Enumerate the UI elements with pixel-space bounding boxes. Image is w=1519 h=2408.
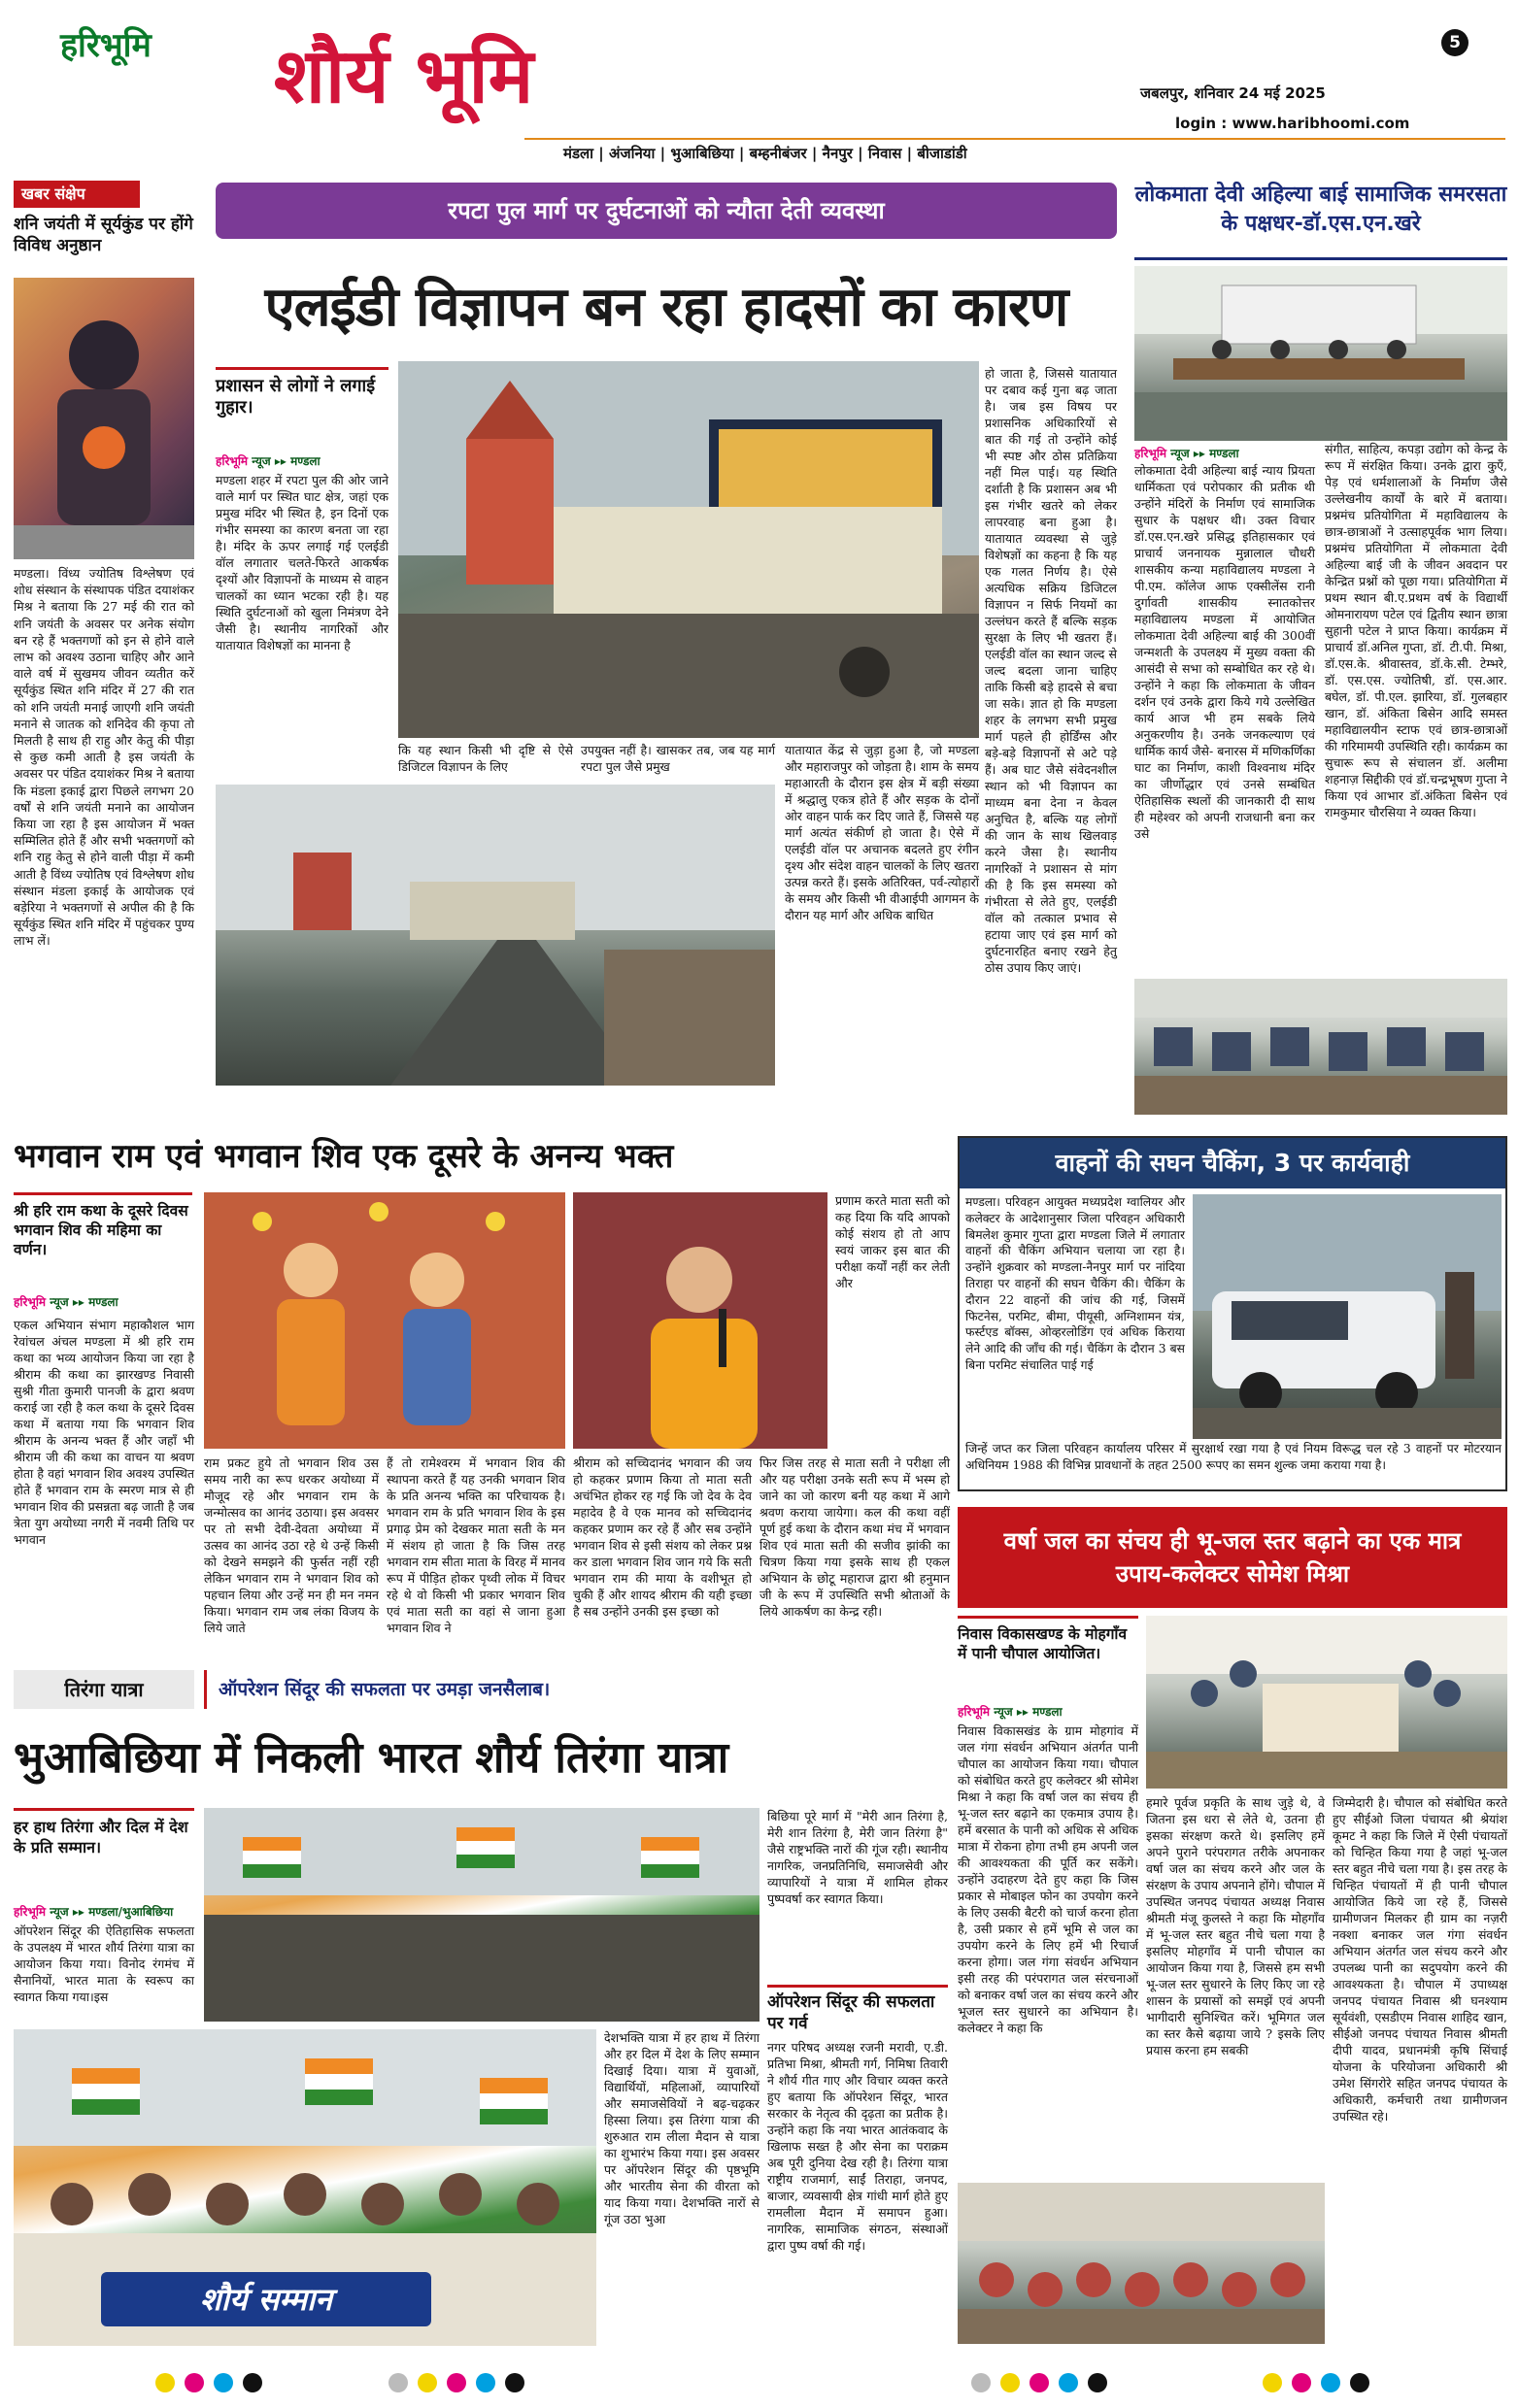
byline-place: न्यूज ▸▸ मण्डला [50,1295,118,1309]
lead-byline [216,452,321,469]
ram-col5: फिर जिस तरह से माता सती ने परीक्षा ली और यह परीक्षा उनके सती रूप में भस्म हो जाने का जो कारण बनी यह कथा में आगे श्रवण कराया जायेगा। कल की कथा वहीं पूर्ण हुई कथा के दौरान कथा मंच में भगवान शिव एवं माता सती की सजीव झांकी का चित्रण किया गया इसके साथ ही एकल अभियान के छोटू महाराज द्वारा श्री हनुमान जी के रूप में उपस्थिति सभी श्रोताओं के लिये आकर्षण का केन्द्र रही। [760,1455,950,1619]
brief-body: मण्डला। विंध्य ज्योतिष विश्लेषण एवं शोध संस्थान के संस्थापक पंडित दयाशंकर मिश्र ने बताया कि 27 मई की रात को शनि जयंती के अवसर पर अनेक संयोग बन रहे हैं भक्तगणों को इन से होने वाले लाभ को अवश्य उठाना चाहिए और आने वाले वर्ष में सुखमय जीवन व्यतीत करें सूर्यकुंड स्थित शनि मंदिर में 27 की रात को शनि जयंती मनाई जाएगी शनि जयंती मनाने से जातक को शनिदेव की कृपा तो मिलती है साथ ही राहु और केतु की पीड़ा से कुछ कमी आती है इस जयंती के अवसर पर पंडित दयाशंकर मिश्र ने बताया कि मंडला इकाई द्वारा पिछले लगभग 20 वर्षों से शनि जयंती मनाने का आयोजन किया जा रहा है इस आयोजन में भक्त सम्मिलित होते हैं और सभी भक्तगणों को शनि राहु केतु से होने वाली पीड़ा में कमी आती है विंध्य ज्योतिष एवं विश्लेषण शोध संस्थान मंडला इकाई के आयोजक एवं बड़ेरिया ने भक्तगणों से अपील की है कि सूर्यकुंड स्थित शनि मंदिर में पहुंचकर पुण्य लाभ लें। [14,566,194,949]
road-traffic-photo [216,785,775,1086]
byline-place: न्यूज ▸▸ मण्डला [1170,447,1239,460]
water-kicker: निवास विकासखण्ड के मोहगाँव में पानी चौपाल आयोजित। [958,1625,1128,1662]
students-classroom-photo [1134,979,1507,1115]
registration-dot [1321,2373,1340,2392]
vehicle-story [958,1136,1507,1491]
registration-dot [1030,2373,1049,2392]
registration-dot [476,2373,495,2392]
news-brief [14,181,194,1074]
region-item[interactable]: मंडला [563,145,594,162]
vehicle-headline: वाहनों की सघन चैकिंग, 3 पर कार्यवाही [960,1138,1505,1188]
led-scene-illustration [398,361,979,738]
ram-kicker: श्री हरि राम कथा के दूसरे दिवस भगवान शिव की महिमा का वर्णन। [14,1202,188,1258]
tiranga-col1: ऑपरेशन सिंदूर की ऐतिहासिक सफलता के उपलक्ष्य में भारत शौर्य तिरंगा यात्रा का आयोजन किया गया। विनोद रंगमंच में सैनानियों, भारत माता के स्वरूप का स्वागत किया गया।इस [14,1923,194,2004]
pani-chaupal-photo [1146,1616,1507,1789]
ram-col1: एकल अभियान संभाग महाकौशल भाग रेवांचल अंचल मण्डला में श्री हरि राम कथा का भव्य आयोजन किया जा रहा है श्रीराम की कथा का झारखण्ड निवासी सुश्री गीता कुमारी पानजी के द्वारा श्रवण कराई जा रही है कल कथा के दूसरे दिवस कथा में बताया गया कि भगवान शिव श्रीराम के अनन्य भक्त हैं और जहाँ भी श्रीराम जी की कथा का वाचन या श्रवण होता है वहां भगवान शिव अवश्य उपस्थित होते हैं भगवान राम के स्मरण मात्र से ही भगवान शिव की प्रसन्नता बढ़ जाती है जब त्रेता युग अयोध्या नगरी में नवमी तिथि पर भगवान [14,1318,194,1547]
ram-col2: राम प्रकट हुये तो भगवान शिव उस समय नारी का रूप धरकर अयोध्या में मौजूद रहे और भगवान राम के जन्मोत्सव का आनंद उठाया। इस अवसर पर तो सभी देवी-देवता अयोध्या में उत्सव का आनंद उठा रहे थे उन्हें किसी को देखने समझने की फुर्सत नहीं रही लेकिन भगवान राम ने भगवान शिव को पहचान लिया और उन्हें मन ही मन नमन किया। भगवान राम जब लंका विजय के लिये जाते [204,1455,379,1635]
speaker-illustration [573,1192,827,1449]
region-item[interactable]: नैनपुर [822,145,853,162]
lead-kicker-box [216,367,388,445]
tiranga-rally-photo-bottom [14,2029,596,2346]
registration-dot [1088,2373,1107,2392]
region-list: मंडला | अंजनिया | भुआबिछिया | बम्हनीबंजर | नैनपुर | निवास | बीजाडांडी [563,145,967,162]
registration-dot [418,2373,437,2392]
registration-dot [1000,2373,1020,2392]
lead-col3: उपयुक्त नहीं है। खासकर तब, जब यह मार्ग रपटा पुल जैसे प्रमुख [581,743,775,774]
lead-kicker: प्रशासन से लोगों ने लगाई गुहार। [216,376,376,418]
water-byline [958,1703,1063,1720]
op-sindoor-heading: ऑपरेशन सिंदूर की सफलता पर गर्व [767,1985,948,2033]
registration-dot [155,2373,175,2392]
byline-place: न्यूज ▸▸ मण्डला/भुआबिछिया [50,1905,174,1919]
registration-dot [1263,2373,1282,2392]
registration-dot [185,2373,204,2392]
brand-logo[interactable]: हरिभूमि [60,26,152,65]
byline-place: न्यूज ▸▸ मण्डला [994,1705,1063,1719]
section-title: शौर्य भूमि [274,32,534,120]
tiranga-col2b: नगर परिषद अध्यक्ष रजनी मरावी, ए.डी. प्रतिभा मिश्रा, श्रीमती गर्ग, निमिषा तिवारी ने शौर्य गीत गाए और विचार व्यक्त करते हुए बताया कि ऑपरेशन सिंदूर, भारत सरकार के नेतृत्व की दृढ़ता का प्रतीक है। उन्होंने कहा कि नया भारत आतंकवाद के खिलाफ सख्त है और सेना का पराक्रम अब पूरी दुनिया देख रही है। तिरंगा यात्रा राष्ट्रीय राजमार्ग, साईं तिराहा, जनपद, बाजार, व्यवसायी क्षेत्र गांधी मार्ग होते हुए रामलीला मैदान में समापन हुआ। नागरिक, सामाजिक संगठन, संस्थाओं द्वारा पुष्प वर्षा की गई। [767,2040,948,2253]
dateline: जबलपुर, शनिवार 24 मई 2025 [1140,84,1326,102]
brief-label: खबर संक्षेप [14,181,140,208]
classroom-illustration [1134,979,1507,1115]
suv-illustration [1193,1194,1502,1439]
login-link[interactable]: login : www.haribhoomi.com [1175,115,1410,132]
byline-brand: हरिभूमि [14,1905,47,1919]
right-top-byline [1134,445,1239,461]
registration-dot [971,2373,991,2392]
registration-dot [1292,2373,1311,2392]
lead-banner: रपटा पुल मार्ग पर दुर्घटनाओं को न्यौता देती व्यवस्था [216,183,1117,239]
byline-brand: हरिभूमि [14,1295,47,1309]
tiranga-rally-photo-top [204,1808,760,2022]
registration-dot [1350,2373,1369,2392]
lead-headline: एलईडी विज्ञापन बन रहा हादसों का कारण [264,276,1068,339]
tiranga-byline [14,1903,173,1920]
masthead [0,0,1519,165]
vehicle-body: मण्डला। परिवहन आयुक्त मध्यप्रदेश ग्वालियर और कलेक्टर के आदेशानुसार जिला परिवहन अधिकारी बिमलेश कुमार गुप्ता द्वारा मण्डला जिले में लगातार वाहनों की चैकिंग अभियान चलाया जा रहा है। उन्होंने शुक्रवार को मण्डला-नैनपुर मार्ग पर नांदिया तिराहा पर वाहनों की सघन चैकिंग की। चैकिंग के दौरान 22 वाहनों की जांच की गई, जिसमें फिटनेस, परमिट, बीमा, पीयूसी, अग्निशामन यंत्र, फर्स्टएड बॉक्स, ओव्हरलोडिंग एवं अधिक किराया लेने आदि की जाँच की गई। चैकिंग के दौरान 3 बस बिना परमिट संचालित पाई गई [965,1195,1185,1372]
led-wall-temple-photo [398,361,979,738]
shaurya-samman-banner: शौर्य सम्मान [101,2272,431,2326]
vehicle-checking-photo [1193,1194,1502,1439]
chaupal-illustration [1146,1616,1507,1789]
water-col2: हमारे पूर्वज प्रकृति के साथ जुड़े थे, वे जितना इस धरा से लेते थे, उतना ही इसका संरक्षण करते थे। इसलिए हमें अपने पुराने परंपरागत तरीके अपनाकर वर्षा जल का संचय करने और जल के संरक्षण के उपाय अपनाने होंगे। चौपाल में उपस्थित जनपद पंचायत अध्यक्ष निवास श्रीमती मंजू कुलस्ते ने कहा कि मोहगाँव में भू-जल स्तर बहुत नीचे चला गया है इसलिए मोहगाँव में पानी चौपाल का आयोजन किया गया है, जिससे हम सभी भू-जल स्तर सुधारने के लिए किए जा रहे शासन के प्रयासों को समझें एवं अपनी भागीदारी सुनिश्चित करें। भूमिगत जल का स्तर कैसे बढ़ाया जाये ? इसके लिए प्रयास करना हम सबकी [1146,1795,1325,2057]
lead-col5: हो जाता है, जिससे यातायात पर दबाव कई गुना बढ़ जाता है। जब इस विषय पर प्रशासनिक अधिकारियों से बात की गई तो उन्होंने कोई भी स्पष्ट और ठोस प्रतिक्रिया नहीं मिल पाई। यह स्थिति दर्शाती है कि प्रशासन अब भी इस गंभीर खतरे को लेकर लापरवाह बना हुआ है। यातायात व्यवस्था से जुड़े विशेषज्ञों का कहना है कि यह एक गलत निर्णय है। ऐसे अत्यधिक सक्रिय डिजिटल विज्ञापन न सिर्फ नियमों का उल्लंघन करते हैं बल्कि सड़क सुरक्षा के लिए भी खतरा हैं। एलईडी वॉल का स्थान जल्द से जल्द बदला जाना चाहिए ताकि किसी बड़े हादसे से बचा जा सके। ज्ञात हो कि मण्डला शहर के लगभग सभी प्रमुख मार्ग पहले ही होर्डिंग्स और बड़े-बड़े विज्ञापनों से अटे पड़े हैं। अब घाट जैसे संवेदनशील स्थान को भी विज्ञापन का माध्यम बना देना न केवल अनुचित है, बल्कि यह लोगों की जान के साथ खिलवाड़ करने जैसा है। स्थानीय नागरिकों ने प्रशासन से मांग की है कि इस समस्या को गंभीरता से लेते हुए, एलईडी वॉल को तत्काल प्रभाव से हटाया जाए एवं इस मार्ग को दुर्घटनारहित बनाए रखने हेतु ठोस उपाय किए जाएं। [985,366,1117,975]
tiranga-label: तिरंगा यात्रा [14,1670,194,1709]
kathavachak-photo [573,1192,827,1449]
right-top-story [1134,181,1507,1093]
ram-byline [14,1293,118,1310]
lead-col4: यातायात केंद्र से जुड़ा हुआ है, जो मण्डला और महाराजपुर को जोड़ता है। शाम के समय महाआरती के दौरान इस क्षेत्र में बड़ी संख्या में श्रद्धालु एकत्र होते हैं और सड़क के दोनों ओर वाहन पार्क कर दिए जाते हैं, जिससे यह मार्ग अत्यंत संकीर्ण हो जाता है। ऐसे में एलईडी वॉल पर अचानक बदलते हुए रंगीन दृश्य और संदेश वाहन चालकों के लिए खतरा उत्पन्न करते हैं। इसके अतिरिक्त, पर्व-त्योहारों के समय और किसी भी वीआईपी आगमन के दौरान यह मार्ग और अधिक बाधित [785,743,979,922]
water-headline: वर्षा जल का संचय ही भू-जल स्तर बढ़ाने का एक मात्र उपाय-कलेक्टर सोमेश मिश्रा [958,1507,1507,1608]
tiranga-col2: बिछिया पूरे मार्ग में "मेरी आन तिरंगा है, मेरी शान तिरंगा है, मेरी जान तिरंगा है" जैसे राष्ट्रभक्ति नारों की गूंज रही। स्थानीय नागरिक, जनप्रतिनिधि, समाजसेवी और व्यापारियों ने यात्रा में शामिल होकर पुष्पवर्षा कर स्वागत किया। [767,1809,948,1906]
seminar-hall-photo [1134,266,1507,441]
right-top-headline: लोकमाता देवी अहिल्या बाई सामाजिक समरसता के पक्षधर-डॉ.एस.एन.खरे [1134,181,1507,260]
registration-dot [447,2373,466,2392]
tiranga-kicker: हर हाथ तिरंगा और दिल में देश के प्रति सम्मान। [14,1818,188,1856]
registration-dot [214,2373,233,2392]
byline-brand: हरिभूमि [216,454,249,468]
right-top-col1: लोकमाता देवी अहिल्या बाई न्याय प्रियता धार्मिकता एवं परोपकार की प्रतीक थी उन्होंने मंदिरों के निर्माण एवं सामाजिक सुधार के पक्षधर थी। उक्त विचार डॉ.एस.एन.खरे प्रसिद्ध इतिहासकार एवं प्राचार्य जननायक मुन्नालाल चौधरी शासकीय कन्या महाविद्यालय मण्डला ने पी.एम. कॉलेज आफ एक्सीलेंस रानी दुर्गावती शासकीय स्नातकोत्तर महाविद्यालय मण्डला में आयोजित लोकमाता देवी अहिल्या बाई की 300वीं जन्मशती के उपलक्ष्य में मुख्य वक्ता की आसंदी से सभा को सम्बोधित कर रहे थे। उन्होंने ने कहा कि लोकमाता के जीवन दर्शन एवं उनके द्वारा किये गये उल्लेखित कार्य आज भी हम सबके लिये अनुकरणीय है। उनके जनकल्याण एवं धार्मिक कार्य जैसे- बनारस में मणिकर्णिका घाट का निर्माण, काशी विश्वनाथ मंदिर का जीर्णोद्धार एवं उनसे सम्बंधित ऐतिहासिक स्थलों की जानकारी दी साथ ही महेश्वर को अपनी राजधानी बना कर उसे [1134,463,1315,841]
vehicle-footer: जिन्हें जप्त कर जिला परिवहन कार्यालय परिसर में सुरक्षार्थ रखा गया है एवं नियम विरूद्ध चल रहे 3 वाहनों पर मोटरयान अधिनियम 1988 की विभिन्न प्रावधानों के तहत 2500 रूपए का समन शुल्क जमा कराया गया है। [965,1442,1502,1472]
tiranga-col3: देशभक्ति यात्रा में हर हाथ में तिरंगा और हर दिल में देश के लिए सम्मान दिखाई दिया। यात्रा में युवाओं, विद्यार्थियों, महिलाओं, व्यापारियों और समाजसेवियों ने बढ़-चढ़कर हिस्सा लिया। इस तिरंगा यात्रा की शुरुआत राम लीला मैदान से यात्रा का शुभारंभ किया गया। इस अवसर पर ऑपरेशन सिंदूर की पृष्ठभूमि और भारतीय सेना की वीरता को याद किया गया। देशभक्ति नारों से गूंज उठा भुआ [604,2030,760,2226]
region-item[interactable]: बीजाडांडी [917,145,967,162]
ram-shiv-jhanki-photo [204,1192,565,1449]
byline-brand: हरिभूमि [1134,447,1167,460]
byline-place: न्यूज ▸▸ मण्डला [252,454,321,468]
idol-figure-icon [14,278,194,559]
ram-col6: प्रणाम करते माता सती को कह दिया कि यदि आपको कोई संशय हो तो आप स्वयं जाकर इस बात की परीक्षा कर्यों नहीं कर लेती और [835,1193,950,1290]
region-item[interactable]: अंजनिया [609,145,656,162]
right-top-col2: संगीत, साहित्य, कपड़ा उद्योग को केन्द्र के रूप में संरक्षित किया। उनके द्वारा कुएँ, पेड़ एवं धर्मशालाओं के निर्माण जैसे उल्लेखनीय कार्यों के बारे में बताया। प्रश्नमंच प्रतियोगिता में महाविद्यालय के छात्र-छात्राओं ने उत्साहपूर्वक भाग लिया। प्रश्नमंच प्रतियोगिता में लोकमाता देवी अहिल्या बाई जी के जीवन अवदान पर केन्द्रित प्रश्नों को पूछा गया। प्रतियोगिता में प्रथम स्थान बी.ए.प्रथम वर्ष के विद्यार्थी ओमनारायण पटेल एवं द्वितीय स्थान छात्रा सुहानी पटेल ने प्राप्त किया। कार्यक्रम में प्राचार्य डॉ.अनिल गुप्ता, डॉ. टी.पी. मिश्रा, डॉ.एस.के. श्रीवास्तव, डॉ.के.सी. टेम्भरे, डॉ. एस.एस. ज्योतिषी, डॉ. एस.आर. बघेल, डॉ. पी.एल. झारिया, डॉ. गुलबहार खान, डॉ. अंकिता बिसेन आदि समस्त महाविद्यालयीन स्टाफ एवं छात्र-छात्राओं की गरिमामयी उपस्थिति रही। कार्यक्रम का सुचारू रूप से संचालन डॉ. अलीमा शहनाज़ सिद्दीकी एवं डॉ.चन्द्रभूषण गुप्ता ने किया एवं आभार डॉ.अंकिता बिसेन एवं रामकुमार चौरसिया ने व्यक्त किया। [1325,442,1507,819]
byline-brand: हरिभूमि [958,1705,991,1719]
water-col3: जिम्मेदारी है। चौपाल को संबोधित करते हुए सीईओ जिला पंचायत श्री श्रेयांश कूमट ने कहा कि जिले में ऐसी पंचायतों को चिन्हित किया गया है जहां भू-जल स्तर बहुत नीचे चला गया है। इस तरह के चिन्हित पंचायतों में ही पानी चौपाल आयोजित किये जा रहे हैं, जिससे ग्रामीणजन मिलकर ही ग्राम का नज़री नक्शा बनाकर जल गंगा संवर्धन अभियान अंतर्गत जल संचय करने और उपलब्ध पानी का सदुपयोग करने की आवश्यकता है। चौपाल में उपाध्यक्ष जनपद पंचायत निवास श्री घनश्याम सूर्यवंशी, एसडीएम निवास शाहिद खान, सीईओ जनपद पंचायत निवास श्रीमती दीपी यादव, प्रधानमंत्री कृषि सिंचाई योजना के परियोजना अधिकारी श्री उमेश सिंगरोरे सहित जनपद पंचायत के अधिकारी, कर्मचारी तथा ग्रामीणजन उपस्थित रहे। [1333,1795,1507,2124]
shani-idol-photo [14,278,194,559]
region-item[interactable]: निवास [867,145,902,162]
lead-col1: मण्डला शहर में रपटा पुल की ओर जाने वाले मार्ग पर स्थित घाट क्षेत्र, जहां एक प्रमुख मंदिर भी स्थित है, इन दिनों एक गंभीर समस्या का कारण बनता जा रहा है। मंदिर के ऊपर लगाई गई एलईडी वॉल लगातार चलते-फिरते आकर्षक दृश्यों और विज्ञापनों के माध्यम से वाहन चालकों का ध्यान भटका रही है। यह स्थिति दुर्घटनाओं को खुला निमंत्रण देने जैसी है। स्थानीय नागरिकों और यातायात विशेषज्ञों का मानना है [216,473,388,652]
tiranga-headline: भुआबिछिया में निकली भारत शौर्य तिरंगा यात्रा [14,1733,729,1783]
registration-dot [505,2373,524,2392]
water-kicker-box [958,1616,1138,1693]
ram-kicker-box [14,1192,192,1282]
rally-flags-illustration [204,1808,760,2022]
registration-dot [1059,2373,1078,2392]
jhanki-illustration [204,1192,565,1449]
registration-dot [243,2373,262,2392]
road-scene-illustration [216,785,775,1086]
region-item[interactable]: भुआबिछिया [670,145,734,162]
page-number: 5 [1441,29,1468,56]
lead-col2: कि यह स्थान किसी भी दृष्टि से ऐसे डिजिटल विज्ञापन के लिए [398,743,573,774]
villagers-gathering-photo [958,2183,1325,2344]
registration-dot [388,2373,408,2392]
tiranga-subhead: ऑपरेशन सिंदूर की सफलता पर उमड़ा जनसैलाब। [204,1670,948,1709]
gathering-illustration [958,2183,1325,2344]
ram-headline: भगवान राम एवं भगवान शिव एक दूसरे के अनन्य भक्त [14,1137,674,1176]
brief-headline: शनि जयंती में सूर्यकुंड पर होंगे विविध अनुष्ठान [14,215,193,255]
region-item[interactable]: बम्हनीबंजर [749,145,807,162]
water-col1: निवास विकासखंड के ग्राम मोहगांव में जल गंगा संवर्धन अभियान अंतर्गत पानी चौपाल का आयोजन किया गया। चौपाल को संबोधित करते हुए कलेक्टर श्री सोमेश मिश्रा ने कहा कि वर्षा जल का संचय ही भू-जल स्तर बढ़ाने का एकमात्र उपाय है। हमें बरसात के पानी को अधिक से अधिक मात्रा में रोकना होगा तभी हम अपनी जल की आवश्यकता की पूर्ति कर सकेंगे। उन्होंने उदाहरण देते हुए कहा कि जिस प्रकार से मोबाइल फोन का उपयोग करने के लिए उसकी बैटरी को चार्ज करना होता है, उसी प्रकार से हमें भूमि से जल का उपयोग करने के लिए हमें भी रिचार्ज करना होगा। जल गंगा संवर्धन अभियान इसी तरह की परंपरागत जल संरचनाओं को बनाकर वर्षा जल का संचय करने और भूजल स्तर सुधारने का अभियान है। कलेक्टर ने कहा कि [958,1723,1138,2035]
ram-col4: श्रीराम को सच्चिदानंद भगवान की जय हो कहकर प्रणाम किया तो माता सती अचंभित होकर रह गई कि जो देव के देव महादेव है वे एक मानव को सच्चिदानंद कहकर प्रणाम कर रहे हैं और सब उन्होंने भगवान शिव से इसी संशय को लेकर प्रश्न कर डाला भगवान शिव जान गये कि सती भगवान राम की माया के वशीभूत हो चुकी हैं और शायद श्रीराम की यही इच्छा है सब उन्होंने उनकी इस इच्छा को [573,1455,752,1619]
seminar-illustration [1134,266,1507,441]
ram-col3: हैं तो रामेश्वरम में भगवान शिव की स्थापना करते हैं यह उनकी भगवान शिव के प्रति अनन्य भक्ति का परिचायक है। भगवान राम के प्रति भगवान शिव के इस प्रगाढ़ प्रेम को देखकर माता सती के मन में संशय हो जाता है कि जिस तरह भगवान राम सीता माता के विरह में मानव रूप में पीड़ित होकर पृथ्वी लोक में विचर रहे थे वो किसी भी प्रकार भगवान शिव एवं माता सती का वहां से जाना हुआ भगवान शिव ने [387,1455,565,1635]
tiranga-kicker-box [14,1808,194,1891]
